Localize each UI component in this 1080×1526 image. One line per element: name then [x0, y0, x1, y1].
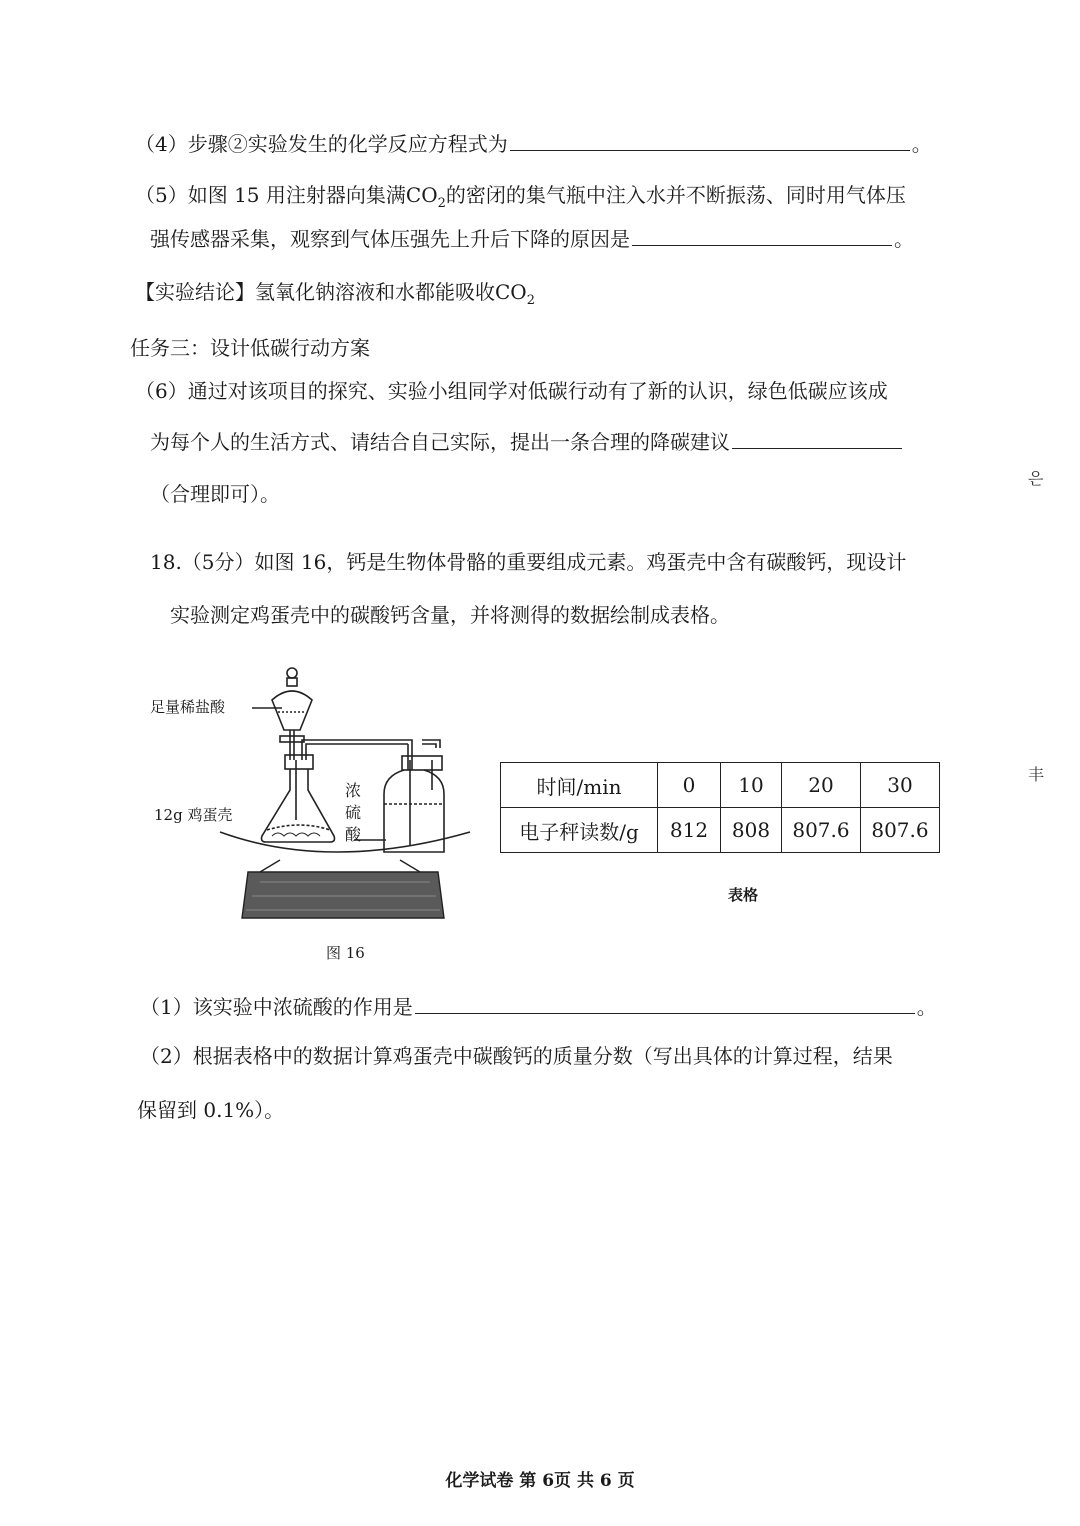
answer-blank[interactable] [732, 428, 902, 449]
sub-question-1: （1）该实验中浓硫酸的作用是 。 [140, 995, 937, 1019]
label-eggshell: 12g 鸡蛋壳 [154, 806, 233, 824]
question-6-line3: （合理即可）。 [150, 482, 280, 506]
data-table [500, 762, 940, 853]
question-5-line2: 强传感器采集，观察到气体压强先上升后下降的原因是 。 [150, 227, 914, 251]
answer-blank[interactable] [415, 993, 915, 1014]
label-dilute-hcl: 足量稀盐酸 [150, 698, 226, 716]
table-cell: 807.6 [782, 808, 861, 853]
experiment-conclusion: 【实验结论】氢氧化钠溶液和水都能吸收$CO_2$ [135, 280, 535, 308]
table-header-cell: 电子秤读数/g [501, 808, 658, 853]
sub-question-2-line2: 保留到 0.1%）。 [137, 1098, 285, 1122]
table-row [501, 808, 940, 853]
task-3-heading: 任务三：设计低碳行动方案 [130, 336, 370, 360]
delivery-tube-icon [302, 740, 440, 770]
question-4-text: （4）步骤②实验发生的化学反应方程式为 [135, 132, 508, 156]
margin-mark: 은 [1028, 469, 1044, 488]
page-footer: 化学试卷 第 6页 共 6 页 [445, 1471, 635, 1491]
question-6-line1: （6）通过对该项目的探究、实验小组同学对低碳行动有了新的认识，绿色低碳应该成 [135, 379, 888, 403]
table-row [501, 763, 940, 808]
table-header-cell: 时间/min [501, 763, 658, 808]
question-4: （4）步骤②实验发生的化学反应方程式为 。 [135, 132, 932, 156]
table-cell: 808 [721, 808, 782, 853]
sub-question-2-line1: （2）根据表格中的数据计算鸡蛋壳中碳酸钙的质量分数（写出具体的计算过程，结果 [140, 1044, 893, 1068]
table-caption: 表格 [728, 886, 759, 904]
table-cell: 812 [658, 808, 721, 853]
table-cell: 30 [861, 763, 940, 808]
electronic-scale-icon [242, 872, 444, 918]
label-conc-h2so4: 浓 硫 酸 [345, 781, 362, 844]
answer-blank[interactable] [632, 225, 892, 246]
conical-flask-icon [262, 755, 335, 842]
question-5-line1: （5）如图 15 用注射器向集满$CO_2$的密闭的集气瓶中注入水并不断振荡、同时用气体压 [135, 183, 906, 211]
question-18-line1: 18.（5分）如图 16，钙是生物体骨骼的重要组成元素。鸡蛋壳中含有碳酸钙，现设计 [150, 550, 907, 574]
figure-caption: 图 16 [326, 944, 365, 962]
table-cell: 20 [782, 763, 861, 808]
table-cell: 0 [658, 763, 721, 808]
margin-mark: 丰 [1028, 765, 1045, 784]
table-cell: 10 [721, 763, 782, 808]
question-18-line2: 实验测定鸡蛋壳中的碳酸钙含量，并将测得的数据绘制成表格。 [170, 603, 730, 627]
answer-blank[interactable] [510, 130, 910, 151]
question-6-line2: 为每个人的生活方式、请结合自己实际，提出一条合理的降碳建议 [150, 428, 904, 456]
apparatus-figure [140, 660, 490, 940]
gas-washing-bottle-icon [384, 756, 444, 852]
table-cell: 807.6 [861, 808, 940, 853]
